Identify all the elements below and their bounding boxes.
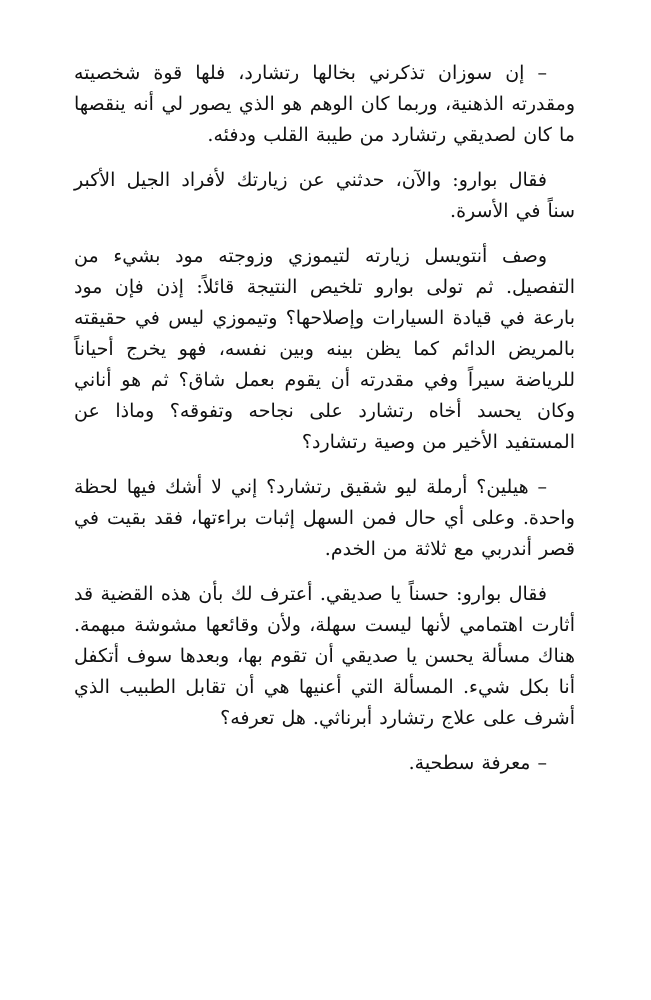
paragraph: – معرفة سطحية. — [408, 752, 547, 774]
paragraph: – إن سوزان تذكرني بخالها رتشارد، فلها قوة شخصيته ومقدرته الذهنية، وربما كان الوهم هو الذي يصور لي أنه ينقصها ما كان لصديقي رتشارد من طيبة القلب ودفئه. — [74, 62, 575, 146]
paragraph: – هيلين؟ أرملة ليو شقيق رتشارد؟ إني لا أشك فيها لحظة واحدة. وعلى أي حال فمن السهل إثبات براءتها، فقد بقيت في قصر أندربي مع ثلاثة من الخدم. — [74, 476, 575, 560]
paragraph: فقال بوارو: حسناً يا صديقي. أعترف لك بأن هذه القضية قد أثارت اهتمامي لأنها ليست سهلة، ولأن وقائعها مشوشة مبهمة. هناك مسألة يحسن يا صديقي أن تقوم بها، وبعدها سوف أتكفل أنا بكل شيء. المسألة التي أعنيها هي أن تقابل الطبيب الذي أشرف على علاج رتشارد أبرناثي. هل تعرفه؟ — [74, 583, 575, 729]
paragraph: فقال بوارو: والآن، حدثني عن زيارتك لأفراد الجيل الأكبر سناً في الأسرة. — [74, 169, 575, 222]
paragraph: وصف أنتويسل زيارته لتيموزي وزوجته مود بشيء من التفصيل. ثم تولى بوارو تلخيص النتيجة قائلاً: إذن فإن مود بارعة في قيادة السيارات وإصلاحها؟ وتيموزي ليس في حقيقته بالمريض الدائم كما يظن بينه وبين نفسه، فهو يخرج أحياناً للرياضة سيراً وفي مقدرته أن يقوم بعمل شاق؟ ثم هو أناني وكان يحسد أخاه رتشارد على نجاحه وتفوقه؟ وماذا عن المستفيد الأخير من وصية رتشارد؟ — [74, 245, 575, 453]
